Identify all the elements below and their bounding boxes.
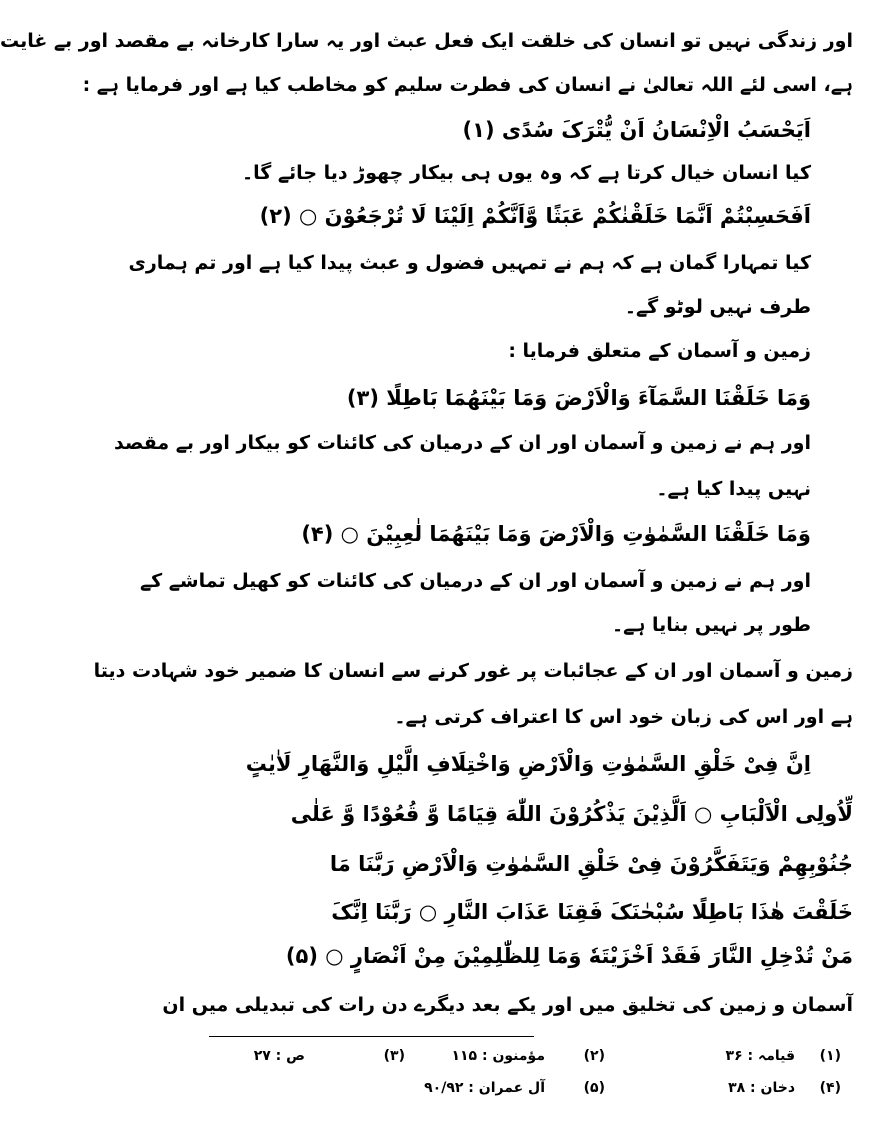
- translation-line: کیا انسان خیال کرتا ہے کہ وہ یوں ہی بیکار چھوڑ دیا جائے گا۔: [241, 162, 811, 184]
- footnote-number: (۲): [583, 1048, 605, 1064]
- footnote-divider: [209, 1036, 534, 1037]
- translation-line: طور پر نہیں بنایا ہے۔: [612, 614, 811, 636]
- footnote-number: (۱): [819, 1048, 841, 1064]
- paragraph-line: آسمان و زمین کی تخلیق میں اور یکے بعد دیگرے دن رات کی تبدیلی میں ان: [162, 994, 853, 1016]
- footnote-text: ص : ۲۷: [253, 1048, 305, 1064]
- paragraph-line: زمین و آسمان اور ان کے عجائبات پر غور کرنے سے انسان کا ضمیر خود شہادت دیتا: [93, 660, 853, 682]
- quran-verse-line: اَفَحَسِبْتُمْ اَنَّمَا خَلَقْنٰکُمْ عَبَثًا وَّاَنَّکُمْ اِلَیْنَا لَا تُرْجَعُوْنَ ○ (۲): [259, 204, 811, 228]
- quran-verse-line: خَلَقْتَ هٰذَا بَاطِلًا سُبْحٰنَکَ فَقِنَا عَذَابَ النَّارِ ○ رَبَّنَا اِنَّکَ: [331, 900, 853, 924]
- translation-line: اور ہم نے زمین و آسمان اور ان کے درمیان کی کائنات کو بیکار اور بے مقصد: [114, 432, 811, 454]
- quran-verse-line: اِنَّ فِیْ خَلْقِ السَّمٰوٰتِ وَالْاَرْضِ وَاخْتِلَافِ الَّیْلِ وَالنَّهَارِ لَاٰیٰتٍ: [245, 752, 811, 776]
- footnote-text: آل عمران : ۹۰/۹۲: [424, 1080, 545, 1096]
- footnote-text: دخان : ۳۸: [728, 1080, 795, 1096]
- footnote-number: (۳): [383, 1048, 405, 1064]
- translation-line: کیا تمہارا گمان ہے کہ ہم نے تمہیں فضول و عبث پیدا کیا ہے اور تم ہماری: [128, 252, 811, 274]
- translation-line: نہیں پیدا کیا ہے۔: [656, 478, 811, 500]
- paragraph-line: ہے اور اس کی زبان خود اس کا اعتراف کرتی ہے۔: [394, 706, 853, 728]
- quran-verse-line: جُنُوْبِهِمْ وَیَتَفَکَّرُوْنَ فِیْ خَلْقِ السَّمٰوٰتِ وَالْاَرْضِ رَبَّنَا مَا: [329, 852, 853, 876]
- paragraph-line: اور زندگی نہیں تو انسان کی خلقت ایک فعل عبث اور یہ سارا کارخانہ بے مقصد اور بے غایت: [0, 30, 853, 52]
- paragraph-line: ہے، اسی لئے اللہ تعالیٰ نے انسان کی فطرت سلیم کو مخاطب کیا ہے اور فرمایا ہے :: [82, 74, 853, 96]
- quran-verse-line: وَمَا خَلَقْنَا السَّمَآءَ وَالْاَرْضَ وَمَا بَیْنَهُمَا بَاطِلًا (۳): [346, 386, 811, 410]
- footnote-text: مؤمنون : ۱۱۵: [451, 1048, 545, 1064]
- quran-verse-line: لِّاُولِی الْاَلْبَابِ ○ اَلَّذِیْنَ یَذْکُرُوْنَ اللّٰهَ قِیَامًا وَّ قُعُوْدًا وَّ عَلٰی: [290, 802, 853, 826]
- quran-verse-line: وَمَا خَلَقْنَا السَّمٰوٰتِ وَالْاَرْضَ وَمَا بَیْنَهُمَا لٰعِبِیْنَ ○ (۴): [301, 522, 811, 546]
- quran-verse-line: مَنْ تُدْخِلِ النَّارَ فَقَدْ اَخْزَیْتَهٗ وَمَا لِلظّٰلِمِیْنَ مِنْ اَنْصَارٍ ○ (۵): [285, 944, 853, 968]
- translation-line: اور ہم نے زمین و آسمان اور ان کے درمیان کی کائنات کو کھیل تماشے کے: [139, 570, 811, 592]
- translation-line: طرف نہیں لوٹو گے۔: [624, 296, 811, 318]
- footnote-number: (۴): [819, 1080, 841, 1096]
- quran-verse-line: اَیَحْسَبُ الْاِنْسَانُ اَنْ یُّتْرَکَ سُدًی (۱): [462, 118, 811, 142]
- paragraph-line: زمین و آسمان کے متعلق فرمایا :: [508, 340, 811, 362]
- footnote-text: قیامہ : ۳۶: [725, 1048, 795, 1064]
- footnote-number: (۵): [583, 1080, 605, 1096]
